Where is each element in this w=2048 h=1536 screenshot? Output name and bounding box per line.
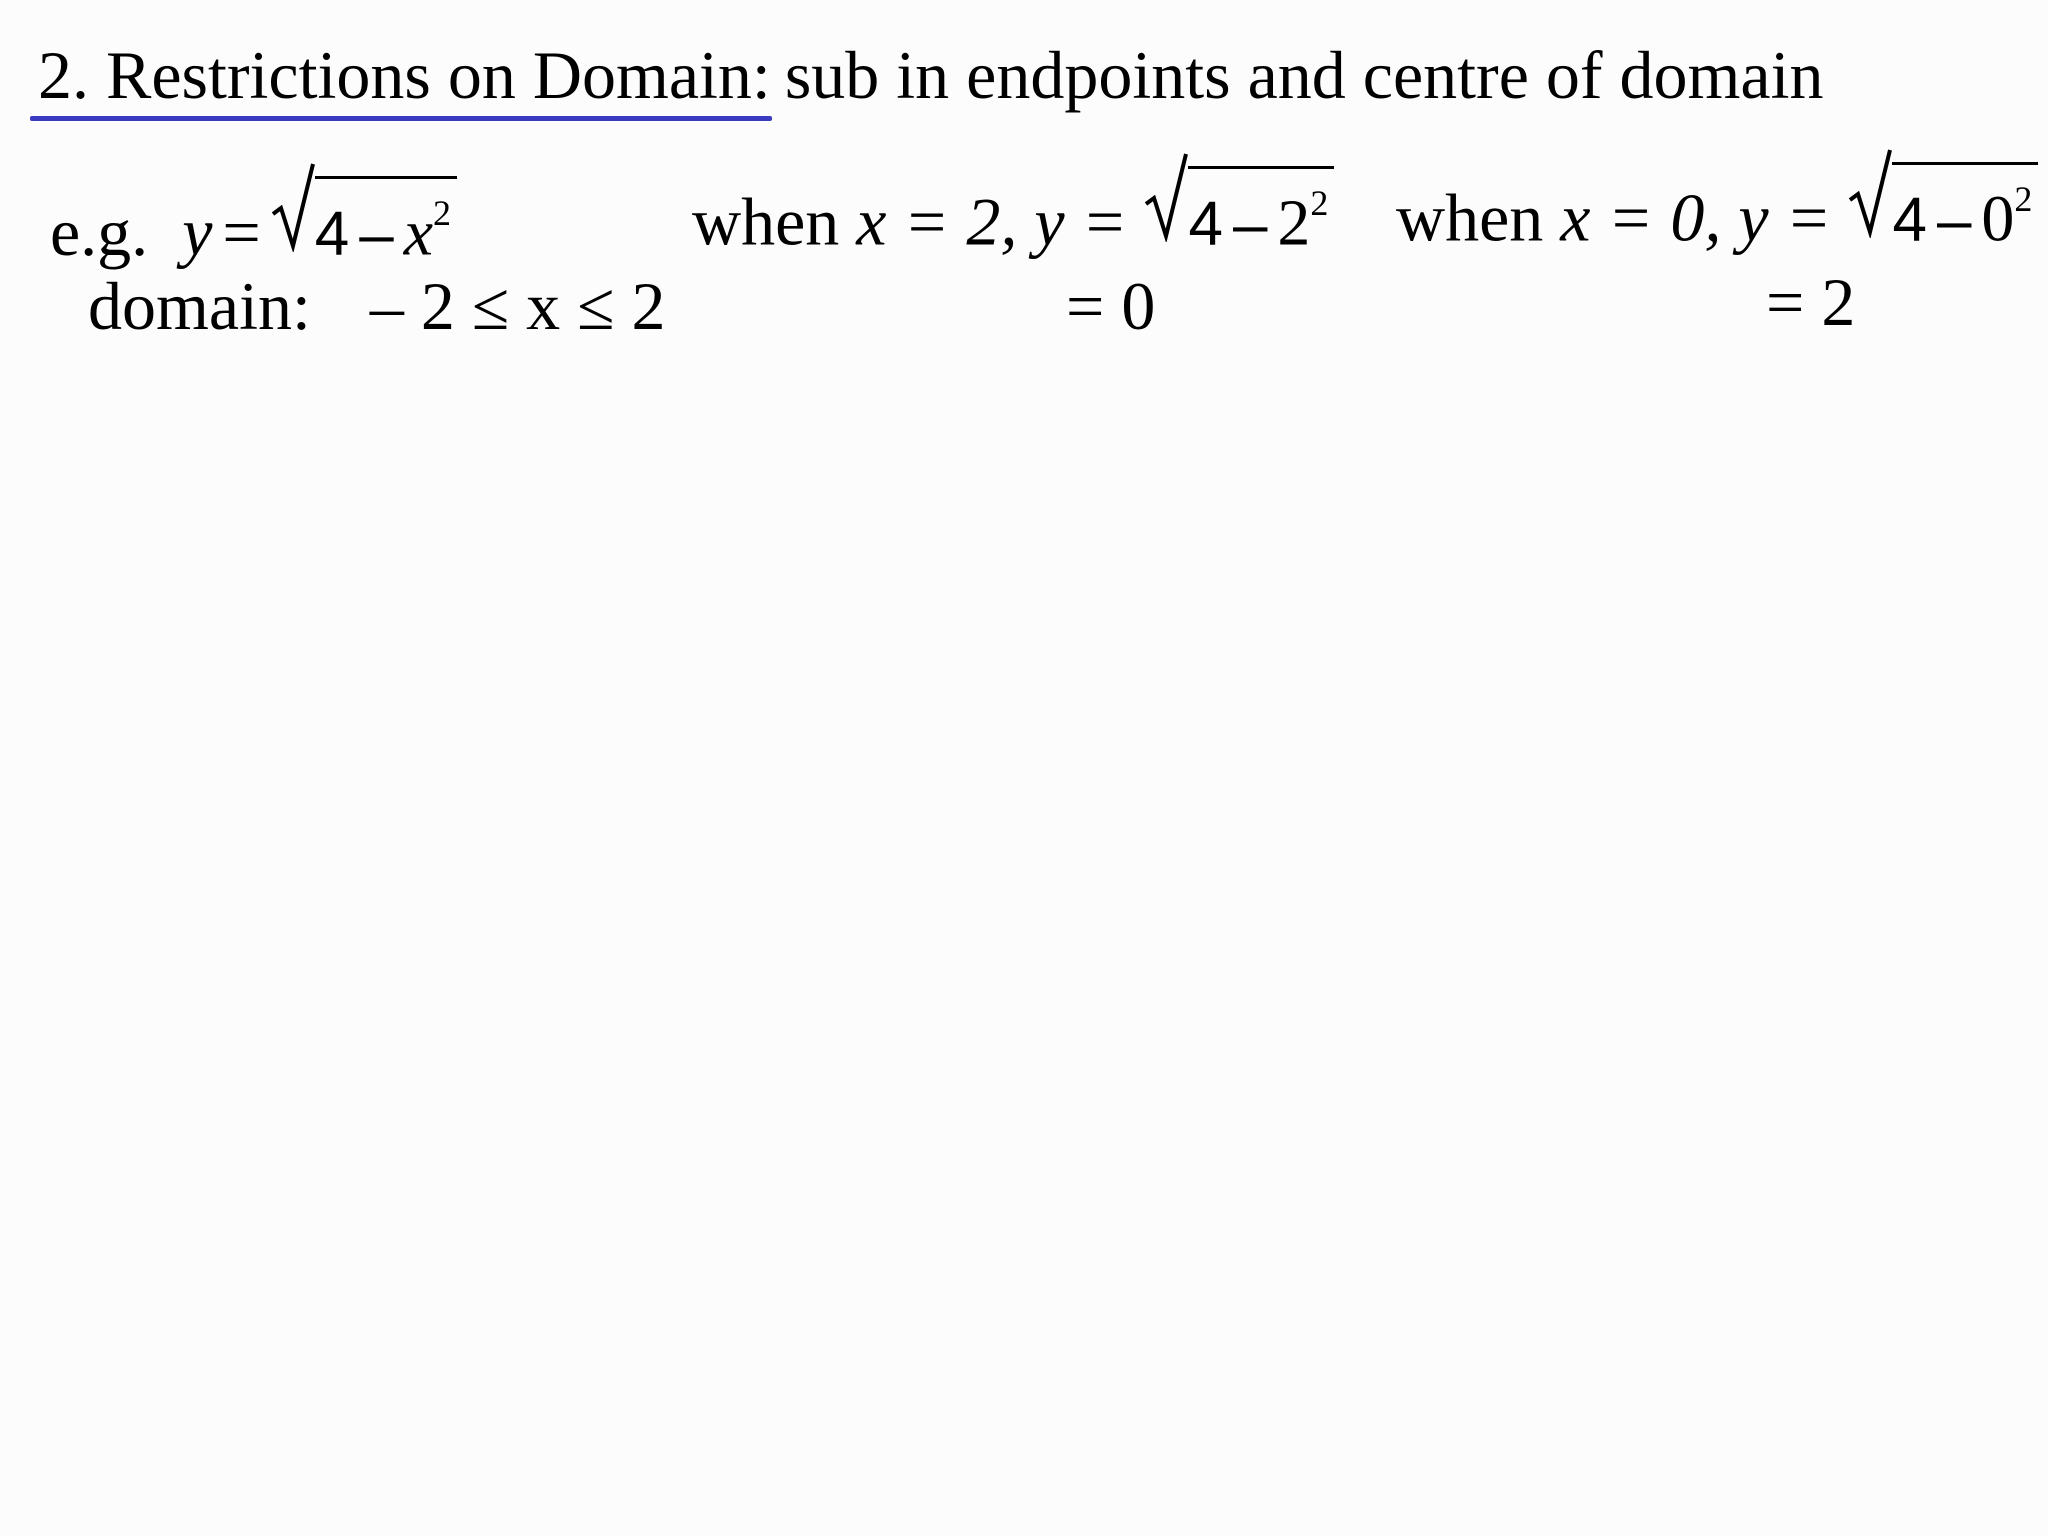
centre-condition: x = 0, bbox=[1560, 179, 1722, 256]
radical-icon bbox=[271, 162, 315, 252]
endpoint-result: = 0 bbox=[1066, 268, 1156, 344]
centre-evaluation bbox=[1396, 162, 2038, 261]
radicand: $4 - 2^2$ bbox=[1188, 166, 1334, 265]
slide-title bbox=[38, 30, 1824, 120]
endpoint-lhs: y = bbox=[1034, 183, 1128, 260]
radicand: $4 - x^2$ bbox=[315, 176, 457, 275]
section-heading: 2. Restrictions on Domain: bbox=[38, 37, 771, 113]
equals-sign: = bbox=[222, 193, 261, 270]
example-function bbox=[50, 176, 457, 275]
heading-underline bbox=[30, 116, 772, 121]
radical-icon bbox=[1848, 148, 1892, 238]
endpoint-evaluation bbox=[692, 166, 1334, 265]
when-label: when bbox=[692, 183, 840, 260]
domain-expression: – 2 ≤ x ≤ 2 bbox=[369, 268, 666, 344]
domain-label: domain: bbox=[88, 268, 311, 344]
endpoint-condition: x = 2, bbox=[856, 183, 1018, 260]
square-root bbox=[1144, 166, 1334, 265]
domain-line bbox=[88, 266, 666, 346]
function-lhs: y bbox=[182, 193, 213, 270]
example-prefix: e.g. bbox=[50, 193, 149, 270]
square-root bbox=[271, 176, 457, 275]
radicand: $4 - 0^2$ bbox=[1892, 162, 2038, 261]
centre-result: = 2 bbox=[1766, 264, 1856, 340]
centre-lhs: y = bbox=[1738, 179, 1832, 256]
section-description: sub in endpoints and centre of domain bbox=[784, 37, 1824, 113]
radical-icon bbox=[1144, 152, 1188, 242]
square-root bbox=[1848, 162, 2038, 261]
when-label: when bbox=[1396, 179, 1544, 256]
